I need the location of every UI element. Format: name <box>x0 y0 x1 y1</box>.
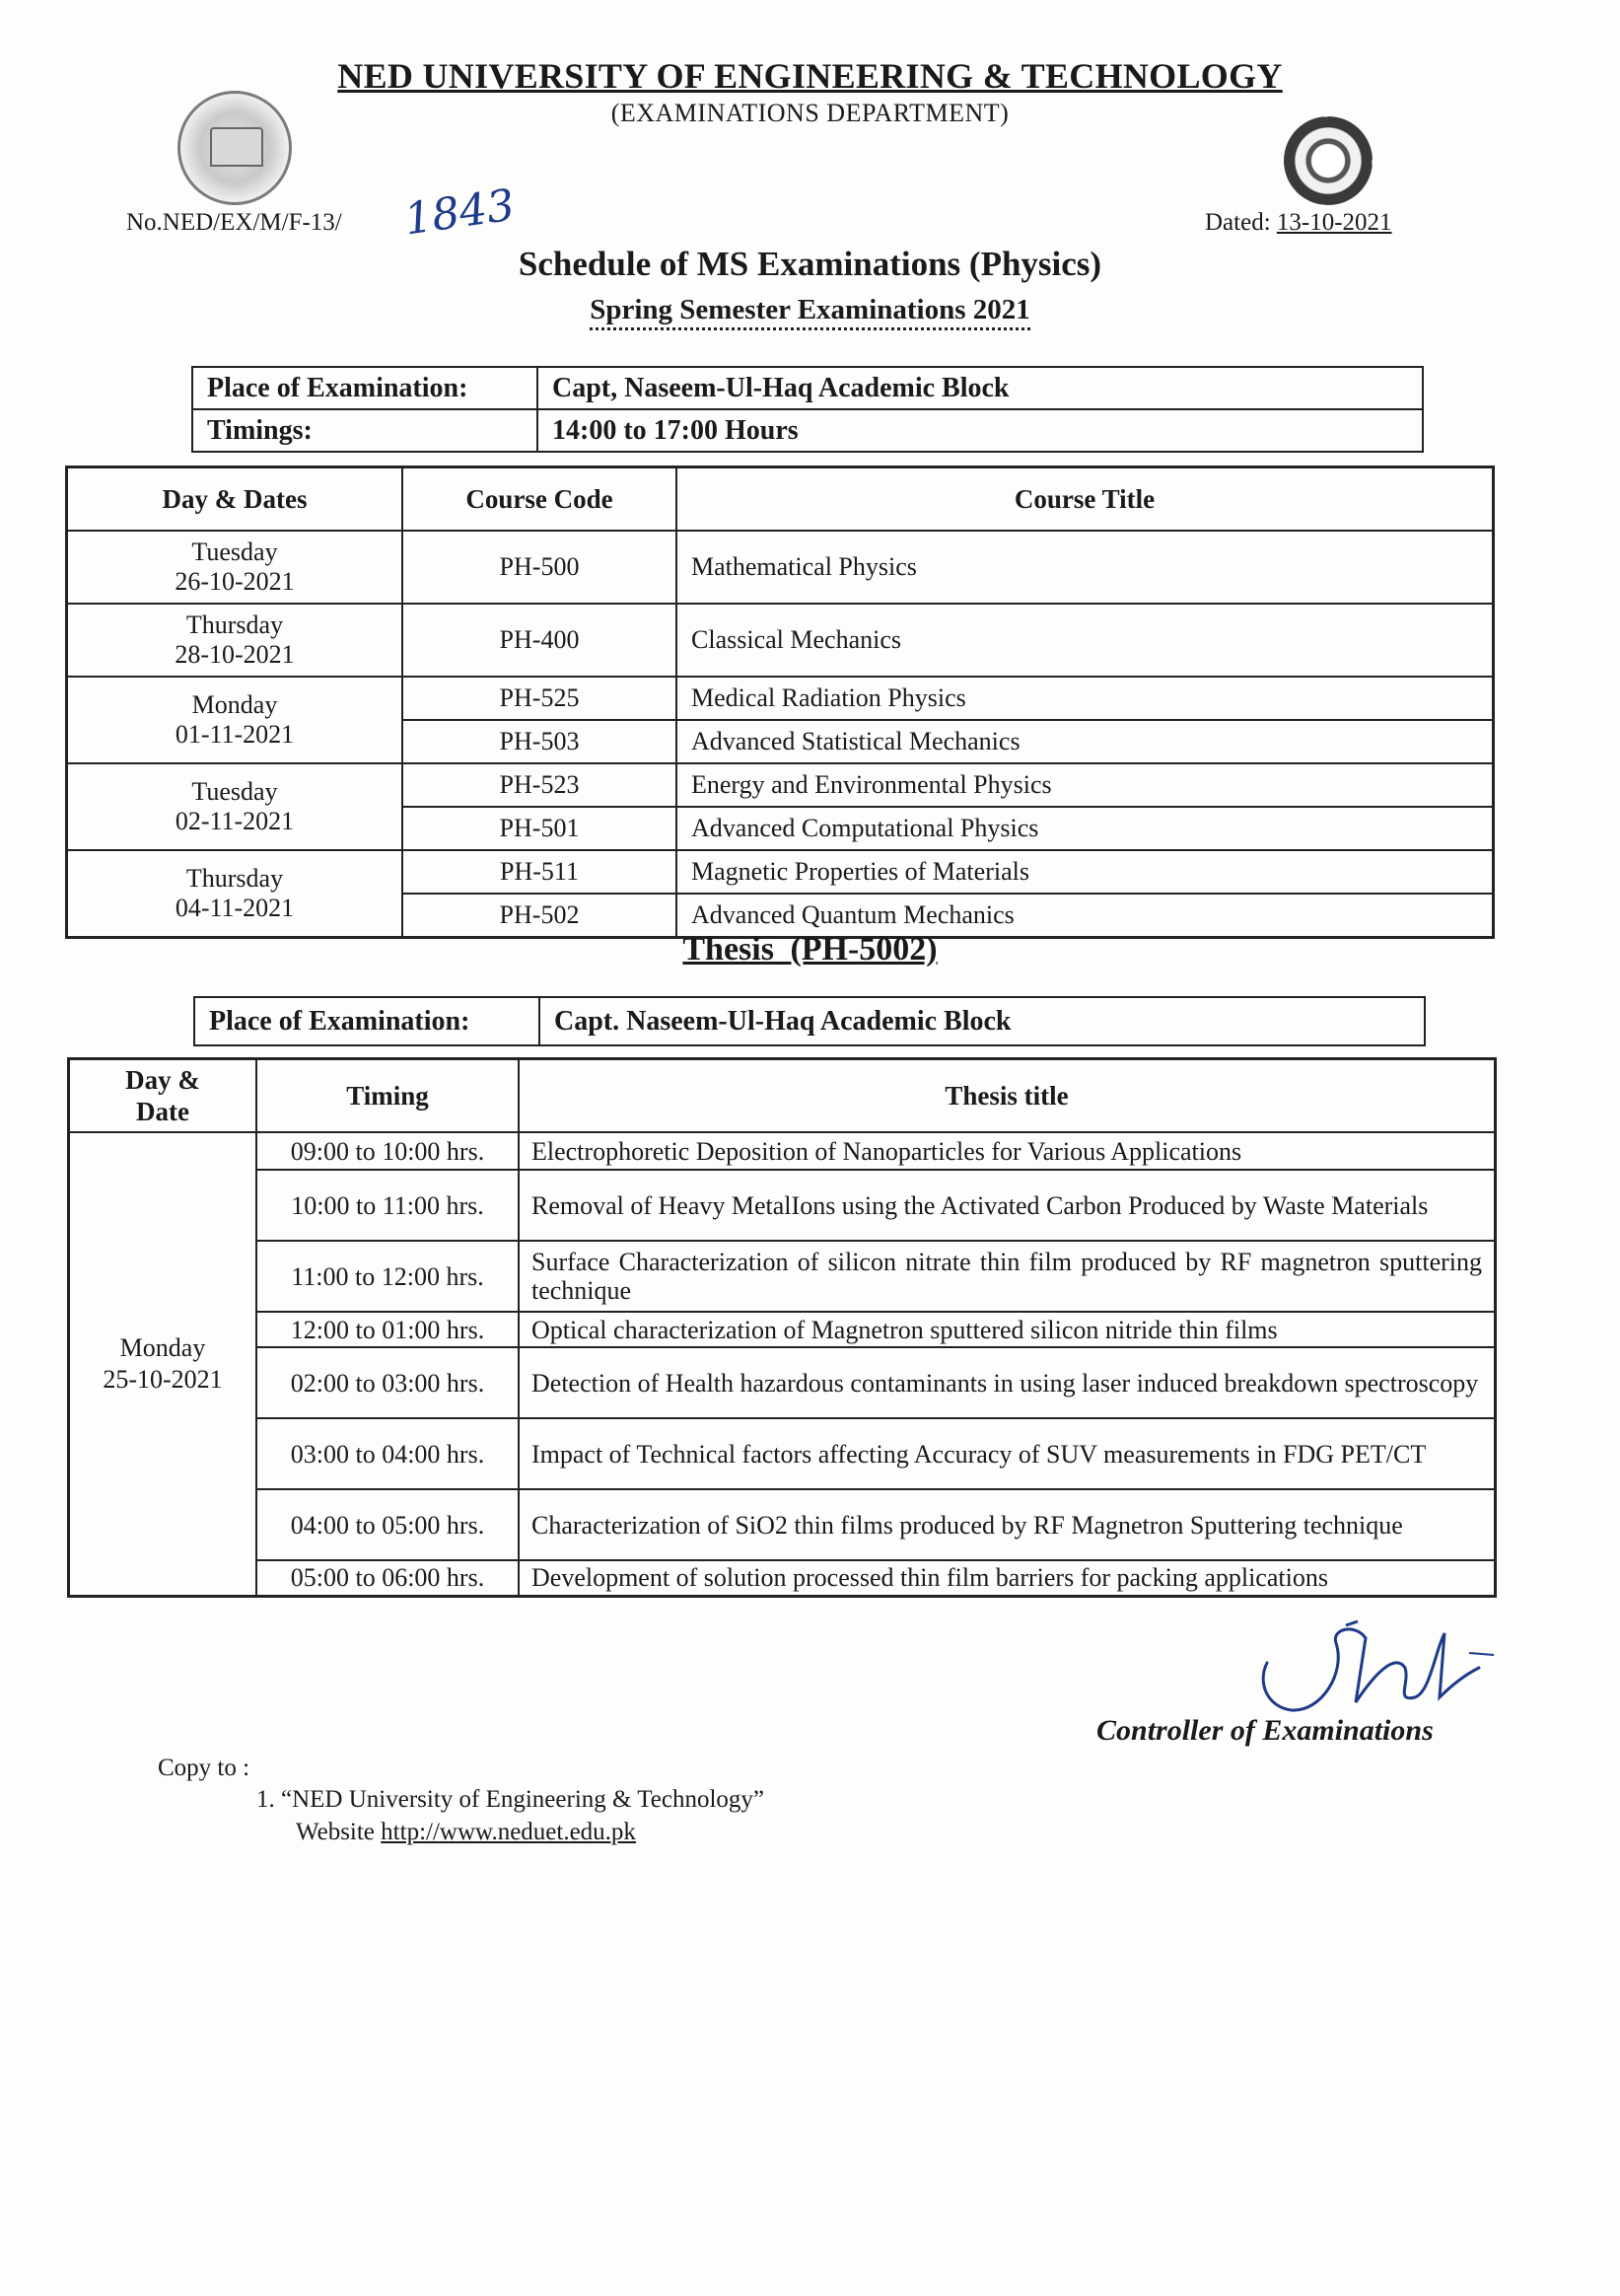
course-title: Advanced Quantum Mechanics <box>676 894 1494 938</box>
thesis-table-header <box>69 1059 1496 1133</box>
course-title: Mathematical Physics <box>676 531 1494 604</box>
timings-value: 14:00 to 17:00 Hours <box>537 409 1423 452</box>
exam-day: Thursday <box>185 864 284 893</box>
table-row <box>67 763 1494 807</box>
course-code: PH-400 <box>402 604 676 677</box>
university-title: NED UNIVERSITY OF ENGINEERING & TECHNOLOGY <box>337 56 1283 96</box>
table-row <box>67 677 1494 720</box>
thesis-heading: Thesis (PH-5002) <box>682 931 938 968</box>
thesis-info-table <box>193 996 1426 1046</box>
header-day-dates: Day & Dates <box>67 467 403 532</box>
course-code: PH-500 <box>402 531 676 604</box>
thesis-timing: 09:00 to 10:00 hrs. <box>256 1132 519 1170</box>
semester-title-text: Spring Semester Examinations 2021 <box>590 294 1030 330</box>
thesis-timing: 05:00 to 06:00 hrs. <box>256 1560 519 1596</box>
course-title: Advanced Computational Physics <box>676 807 1494 850</box>
table-row <box>67 531 1494 604</box>
course-title: Classical Mechanics <box>676 604 1494 677</box>
exam-day: Tuesday <box>191 777 278 806</box>
thesis-timing: 03:00 to 04:00 hrs. <box>256 1418 519 1489</box>
exam-day-cell <box>67 604 403 677</box>
exam-day-cell <box>67 677 403 763</box>
table-row <box>69 1312 1496 1347</box>
timings-row <box>192 409 1423 452</box>
university-seal-logo <box>177 91 292 205</box>
thesis-title: Development of solution processed thin film barriers for packing applications <box>519 1560 1496 1596</box>
thesis-place-row <box>194 997 1425 1045</box>
exam-day: Thursday <box>185 610 284 639</box>
handwritten-signature <box>1247 1614 1504 1728</box>
exam-table-header <box>67 467 1494 532</box>
exam-day: Tuesday <box>191 538 278 566</box>
thesis-schedule-table <box>67 1057 1497 1598</box>
course-title: Medical Radiation Physics <box>676 677 1494 720</box>
header-day-date: Day & Date <box>69 1059 257 1133</box>
exam-info-table <box>191 366 1424 453</box>
course-code: PH-502 <box>402 894 676 938</box>
controller-of-examinations: Controller of Examinations <box>1096 1714 1434 1747</box>
copy-to-item-2 <box>296 1819 636 1846</box>
thesis-timing: 02:00 to 03:00 hrs. <box>256 1347 519 1418</box>
table-row <box>69 1132 1496 1170</box>
thesis-place-label: Place of Examination: <box>194 997 539 1045</box>
thesis-title: Characterization of SiO2 thin films produced by RF Magnetron Sputtering technique <box>519 1489 1496 1560</box>
copy-to-label: Copy to : <box>158 1755 250 1781</box>
table-row <box>67 850 1494 894</box>
dated-value: 13-10-2021 <box>1276 209 1392 236</box>
exam-day: Monday <box>191 690 278 719</box>
thesis-day-cell <box>69 1132 257 1596</box>
thesis-title: Impact of Technical factors affecting Accuracy of SUV measurements in FDG PET/CT <box>519 1418 1496 1489</box>
course-code: PH-511 <box>402 850 676 894</box>
thesis-title: Electrophoretic Deposition of Nanoparticles for Various Applications <box>519 1132 1496 1170</box>
table-row <box>69 1241 1496 1312</box>
thesis-timing: 10:00 to 11:00 hrs. <box>256 1170 519 1241</box>
table-row <box>69 1560 1496 1596</box>
thesis-title: Optical characterization of Magnetron sputtered silicon nitride thin films <box>519 1312 1496 1347</box>
schedule-title: Schedule of MS Examinations (Physics) <box>518 245 1102 283</box>
course-code: PH-523 <box>402 763 676 807</box>
course-code: PH-525 <box>402 677 676 720</box>
reference-number: No.NED/EX/M/F-13/ <box>126 209 342 236</box>
dated-label: Dated: <box>1205 209 1271 236</box>
thesis-place-value: Capt. Naseem-Ul-Haq Academic Block <box>539 997 1425 1045</box>
exam-day-cell <box>67 763 403 850</box>
table-row <box>69 1347 1496 1418</box>
course-title: Energy and Environmental Physics <box>676 763 1494 807</box>
timings-label: Timings: <box>192 409 537 452</box>
exam-day-cell <box>67 531 403 604</box>
exam-date: 26-10-2021 <box>175 567 295 596</box>
reference-handwritten-number: 1843 <box>400 179 518 246</box>
course-code: PH-503 <box>402 720 676 763</box>
place-label: Place of Examination: <box>192 367 537 409</box>
exam-day-cell <box>67 850 403 938</box>
thesis-timing: 12:00 to 01:00 hrs. <box>256 1312 519 1347</box>
header-course-title: Course Title <box>676 467 1494 532</box>
course-title: Advanced Statistical Mechanics <box>676 720 1494 763</box>
header-course-code: Course Code <box>402 467 676 532</box>
thesis-title: Detection of Health hazardous contaminants in using laser induced breakdown spectroscopy <box>519 1347 1496 1418</box>
thesis-timing: 04:00 to 05:00 hrs. <box>256 1489 519 1560</box>
exam-date: 28-10-2021 <box>175 640 295 669</box>
department-name: (EXAMINATIONS DEPARTMENT) <box>610 99 1010 127</box>
table-row <box>69 1489 1496 1560</box>
place-value: Capt, Naseem-Ul-Haq Academic Block <box>537 367 1423 409</box>
website-link[interactable]: http://www.neduet.edu.pk <box>381 1819 636 1845</box>
thesis-day: Monday <box>119 1332 206 1362</box>
course-title: Magnetic Properties of Materials <box>676 850 1494 894</box>
course-code: PH-501 <box>402 807 676 850</box>
university-emblem-logo <box>1284 116 1373 205</box>
thesis-timing: 11:00 to 12:00 hrs. <box>256 1241 519 1312</box>
exam-date: 02-11-2021 <box>175 807 295 835</box>
exam-date: 04-11-2021 <box>175 894 295 922</box>
exam-schedule-table <box>65 466 1495 939</box>
table-row <box>67 604 1494 677</box>
table-row <box>69 1418 1496 1489</box>
website-label: Website <box>296 1819 382 1845</box>
table-row <box>69 1170 1496 1241</box>
thesis-title: Removal of Heavy MetalIons using the Activated Carbon Produced by Waste Materials <box>519 1170 1496 1241</box>
exam-date: 01-11-2021 <box>175 720 295 749</box>
thesis-date: 25-10-2021 <box>103 1364 223 1394</box>
header-thesis-title: Thesis title <box>519 1059 1496 1133</box>
copy-to-item-1: 1. “NED University of Engineering & Technology” <box>256 1786 765 1813</box>
semester-title <box>0 294 1620 326</box>
place-row <box>192 367 1423 409</box>
date-line <box>1205 209 1392 237</box>
thesis-title: Surface Characterization of silicon nitrate thin film produced by RF magnetron sputtering technique <box>519 1241 1496 1312</box>
header-timing: Timing <box>256 1059 519 1133</box>
